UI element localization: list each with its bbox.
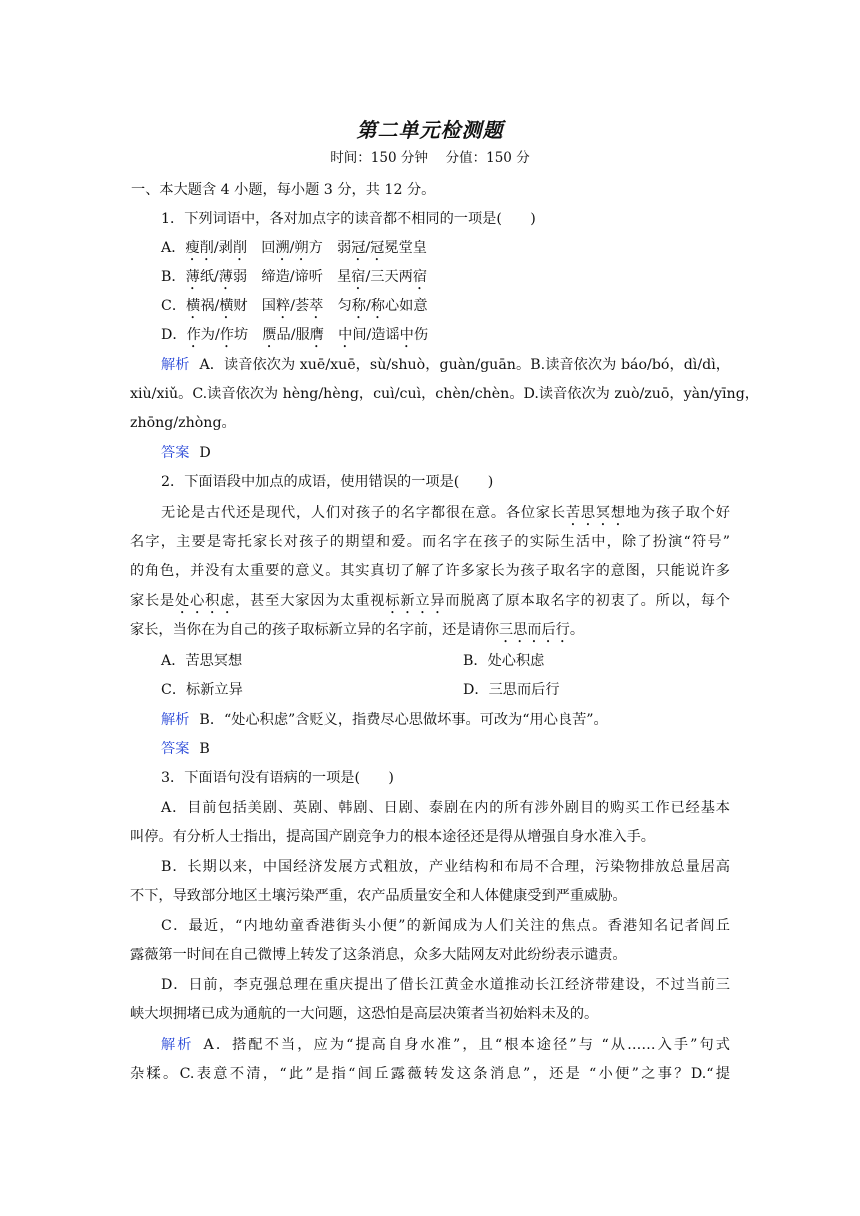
q1-option-b: B．薄纸/薄弱 缔造/谛听 星宿/三天两宿 — [161, 269, 428, 285]
q1-option-d: D．作为/作坊 赝品/服膺 中间/造谣中伤 — [161, 327, 429, 343]
page-title: 第二单元检测题 — [356, 118, 504, 142]
q1-option-a: A．瘦削/剥削 回溯/朔方 弱冠/冠冕堂皇 — [161, 240, 427, 256]
q3-option-c-cont: 露薇第一时间在自己微博上转发了这条消息，众多大陆网友对此纷纷表示谴责。 — [130, 947, 627, 963]
q1-answer: 答案 D — [161, 445, 211, 461]
analysis-label: 解析 — [161, 1037, 194, 1053]
q3-analysis-line: 解析 A．搭配不当，应为“提高自身水准”，且“根本途径”与 “从……入手”句式 — [161, 1037, 730, 1053]
q2-option-d: D．三思而后行 — [463, 682, 560, 698]
q3-option-b-cont: 不下，导致部分地区土壤污染严重，农产品质量安全和人体健康受到严重威胁。 — [130, 888, 627, 904]
q3-option-b: B．长期以来，中国经济发展方式粗放，产业结构和布局不合理，污染物排放总量居高 — [161, 859, 730, 875]
q3-option-a-cont: 叫停。有分析人士指出，提高国产剧竞争力的根本途径还是得从增强自身水准入手。 — [130, 829, 655, 845]
analysis-label: 解析 — [161, 712, 190, 728]
q3-option-a: A．目前包括美剧、英剧、韩剧、日剧、泰剧在内的所有涉外剧目的购买工作已经基本 — [161, 800, 730, 816]
q3-stem: 3．下面语句没有语病的一项是( ) — [161, 770, 394, 786]
q2-passage-line: 无论是古代还是现代，人们对孩子的名字都很在意。各位家长苦思冥想地为孩子取个好 — [161, 505, 730, 521]
q2-option-b: B．处心积虑 — [463, 653, 545, 669]
q2-answer: 答案 B — [161, 741, 210, 757]
q2-option-a: A．苦思冥想 — [161, 653, 243, 669]
q1-option-c: C．横祸/横财 国粹/荟萃 匀称/称心如意 — [161, 298, 428, 314]
q2-stem: 2．下面语段中加点的成语，使用错误的一项是( ) — [161, 474, 494, 490]
section-heading: 一、本大题含 4 小题，每小题 3 分，共 12 分。 — [131, 182, 436, 198]
q1-analysis-line: 解析 A．读音依次为 xuē/xuē，sù/shuò，guàn/guān。B.读音依次为 báo/bó，dì/dì， — [161, 357, 730, 373]
analysis-label: 解析 — [161, 357, 190, 373]
q2-passage-line: 家长是处心积虑，甚至大家因为太重视标新立异而脱离了原本取名字的初衷了。所以，每个 — [130, 593, 730, 609]
q1-analysis-line: xiù/xiǔ。C.读音依次为 hèng/hèng，cuì/cuì，chèn/chèn。D.读音依次为 zuò/zuō，yàn/yīng， — [130, 386, 759, 402]
q3-analysis-line: 杂糅。C.表意不清，“此”是指“闾丘露薇转发这条消息”，还是 “小便”之事？D.“提 — [130, 1066, 730, 1082]
q2-analysis: 解析 B．“处心积虑”含贬义，指费尽心思做坏事。可改为“用心良苦”。 — [161, 712, 608, 728]
q2-passage-line: 名字，主要是寄托家长对孩子的期望和爱。而名字在孩子的实际生活中，除了扮演“符号” — [130, 534, 730, 550]
q2-passage-line: 家长，当你在为自己的孩子取标新立异的名字前，还是请你三思而后行。 — [130, 622, 585, 638]
exam-meta: 时间：150 分钟 分值：150 分 — [330, 150, 530, 166]
q1-stem: 1．下列词语中，各对加点字的读音都不相同的一项是( ) — [161, 211, 536, 227]
q2-option-c: C．标新立异 — [161, 682, 243, 698]
q3-option-d-cont: 峡大坝拥堵已成为通航的一大问题，这恐怕是高层决策者当初始料未及的。 — [130, 1006, 599, 1022]
q3-option-d: D．日前，李克强总理在重庆提出了借长江黄金水道推动长江经济带建设，不过当前三 — [161, 977, 730, 993]
answer-label: 答案 — [161, 741, 190, 757]
answer-label: 答案 — [161, 445, 190, 461]
q3-option-c: C．最近，“内地幼童香港街头小便”的新闻成为人们关注的焦点。香港知名记者闾丘 — [161, 918, 730, 934]
q2-passage-line: 的角色，并没有太重要的意义。其实真切了解了许多家长为孩子取名字的意图，只能说许多 — [130, 563, 730, 579]
q1-analysis-line: zhōng/zhòng。 — [130, 415, 236, 431]
